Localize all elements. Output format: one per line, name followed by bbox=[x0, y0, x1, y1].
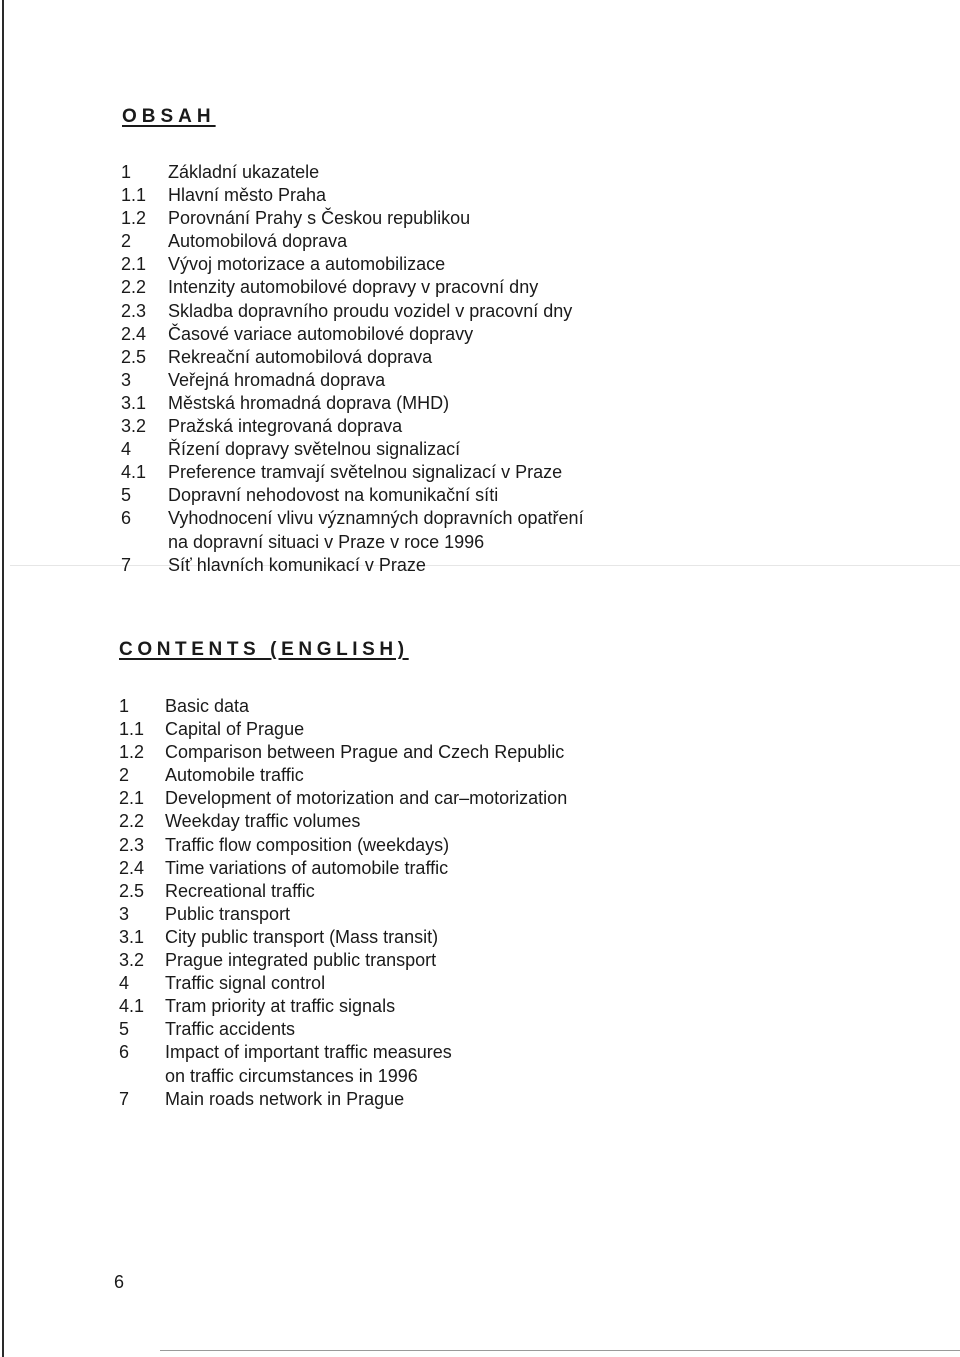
toc-entry-title-line: Dopravní nehodovost na komunikační síti bbox=[168, 485, 499, 506]
toc-entry-title bbox=[119, 695, 567, 718]
toc-entry-title-line: Traffic signal control bbox=[165, 973, 326, 994]
toc-entry-number: 1 bbox=[119, 696, 130, 716]
toc-entry-number: 2.2 bbox=[121, 277, 147, 298]
toc-entry bbox=[119, 903, 567, 926]
toc-entry-title bbox=[121, 369, 584, 392]
toc-entry-title bbox=[119, 857, 567, 880]
toc-entry bbox=[121, 230, 584, 253]
toc-entry-title-line: Automobile traffic bbox=[165, 765, 304, 786]
toc-entry-number: 2.5 bbox=[121, 346, 147, 367]
toc-entry-title-line: Časové variace automobilové dopravy bbox=[168, 323, 474, 344]
toc-entry-title-line: Tram priority at traffic signals bbox=[165, 996, 396, 1017]
toc-entry-number: 3.1 bbox=[119, 926, 145, 947]
toc-entry-number: 4.1 bbox=[121, 462, 147, 483]
toc-entry bbox=[119, 834, 567, 857]
toc-entry-number: 7 bbox=[119, 1088, 130, 1109]
bottom-rule bbox=[160, 1350, 960, 1351]
toc-entry-title bbox=[119, 741, 567, 764]
toc-entry bbox=[119, 695, 567, 718]
toc-entry-title bbox=[119, 764, 567, 787]
toc-entry bbox=[121, 461, 584, 484]
toc-entry-title bbox=[119, 787, 567, 810]
toc-entry-title-line: Městská hromadná doprava (MHD) bbox=[168, 392, 450, 413]
toc-entry-title-line: on traffic circumstances in 1996 bbox=[165, 1065, 418, 1086]
toc-entry-title bbox=[121, 392, 584, 415]
toc-entry-title bbox=[121, 184, 584, 207]
toc-entry-number: 2.1 bbox=[119, 788, 145, 809]
toc-entry bbox=[121, 346, 584, 369]
toc-entry bbox=[119, 1088, 567, 1111]
toc-entry-title bbox=[121, 507, 584, 553]
toc-entry-title bbox=[121, 554, 584, 577]
toc-entry bbox=[121, 415, 584, 438]
toc-entry bbox=[121, 300, 584, 323]
toc-entry-title-line: Development of motorization and car–motorization bbox=[165, 788, 568, 809]
toc-entry-title bbox=[119, 880, 567, 903]
toc-entry-title-line: Weekday traffic volumes bbox=[165, 811, 361, 832]
toc-entry bbox=[121, 554, 584, 577]
toc-entry-number: 6 bbox=[119, 1042, 130, 1063]
toc-entry bbox=[119, 787, 567, 810]
toc-entry-number: 2.3 bbox=[121, 300, 147, 321]
page-number: 6 bbox=[114, 1272, 125, 1292]
toc-entry-number: 4 bbox=[119, 973, 130, 994]
toc-entry-number: 3.2 bbox=[121, 416, 147, 437]
toc-entry bbox=[119, 1041, 567, 1087]
toc-entry-title bbox=[119, 1018, 567, 1041]
toc-entry-title bbox=[119, 1088, 567, 1111]
toc-entry-title bbox=[119, 949, 567, 972]
toc-entry-title bbox=[119, 926, 567, 949]
toc-entry bbox=[119, 972, 567, 995]
toc-entry-title-line: Recreational traffic bbox=[165, 880, 315, 901]
toc-entry-title-line: Basic data bbox=[165, 696, 250, 716]
toc-entry-number: 2.5 bbox=[119, 880, 145, 901]
toc-entry bbox=[119, 857, 567, 880]
toc-entry-title-line: Main roads network in Prague bbox=[165, 1088, 405, 1109]
toc-entry bbox=[121, 438, 584, 461]
contents-cz-list bbox=[121, 161, 584, 577]
toc-entry-title bbox=[121, 323, 584, 346]
contents-cz-heading: OBSAH bbox=[122, 106, 216, 127]
toc-entry bbox=[121, 369, 584, 392]
toc-entry-number: 2.3 bbox=[119, 834, 145, 855]
toc-entry-number: 1.1 bbox=[121, 185, 147, 206]
toc-entry-title bbox=[121, 253, 584, 276]
toc-entry-title bbox=[121, 230, 584, 253]
toc-entry-number: 3 bbox=[121, 369, 132, 390]
toc-entry-title bbox=[119, 972, 567, 995]
toc-entry bbox=[121, 392, 584, 415]
toc-entry-title bbox=[119, 810, 567, 833]
toc-entry-number: 2 bbox=[119, 765, 130, 786]
toc-entry-number: 5 bbox=[119, 1019, 130, 1040]
toc-entry-title-line: Porovnání Prahy s Českou republikou bbox=[168, 208, 471, 229]
toc-entry-number: 3 bbox=[119, 903, 130, 924]
toc-entry-title-line: Vyhodnocení vlivu významných dopravních opatření bbox=[168, 508, 584, 529]
toc-entry-title-line: Síť hlavních komunikací v Praze bbox=[168, 554, 426, 575]
toc-entry bbox=[121, 484, 584, 507]
toc-entry-number: 1.2 bbox=[119, 742, 145, 763]
toc-entry-title bbox=[121, 461, 584, 484]
toc-entry-number: 1 bbox=[121, 162, 132, 182]
toc-entry-title-line: Traffic accidents bbox=[165, 1019, 296, 1040]
toc-entry-number: 4 bbox=[121, 439, 132, 460]
toc-entry-title bbox=[121, 207, 584, 230]
toc-entry-title bbox=[119, 903, 567, 926]
toc-entry bbox=[119, 718, 567, 741]
toc-entry-title-line: Rekreační automobilová doprava bbox=[168, 346, 433, 367]
toc-entry-number: 1.2 bbox=[121, 208, 147, 229]
toc-entry-title-line: Veřejná hromadná doprava bbox=[168, 369, 386, 390]
toc-entry-title-line: Public transport bbox=[165, 903, 291, 924]
toc-entry-title bbox=[121, 161, 584, 184]
toc-entry-number: 2.4 bbox=[119, 857, 145, 878]
toc-entry-title-line: City public transport (Mass transit) bbox=[165, 926, 439, 947]
toc-entry-number: 2 bbox=[121, 231, 132, 252]
toc-entry-title-line: Time variations of automobile traffic bbox=[165, 857, 449, 878]
toc-entry-title-line: Intenzity automobilové dopravy v pracovní dny bbox=[168, 277, 539, 298]
toc-entry bbox=[119, 741, 567, 764]
toc-entry bbox=[121, 253, 584, 276]
toc-entry-number: 7 bbox=[121, 554, 132, 575]
toc-entry-number: 4.1 bbox=[119, 996, 145, 1017]
toc-entry-title bbox=[121, 276, 584, 299]
toc-entry-title bbox=[119, 1041, 567, 1087]
toc-entry-title-line: Traffic flow composition (weekdays) bbox=[165, 834, 450, 855]
toc-entry-number: 5 bbox=[121, 485, 132, 506]
toc-entry bbox=[121, 276, 584, 299]
toc-entry bbox=[121, 207, 584, 230]
contents-en-heading: CONTENTS (ENGLISH) bbox=[119, 639, 409, 660]
toc-entry-title-line: Pražská integrovaná doprava bbox=[168, 416, 403, 437]
toc-entry-title-line: Capital of Prague bbox=[165, 719, 305, 740]
toc-entry-number: 2.1 bbox=[121, 254, 147, 275]
toc-entry-title bbox=[121, 415, 584, 438]
toc-entry bbox=[121, 161, 584, 184]
toc-entry-title-line: Impact of important traffic measures bbox=[165, 1042, 452, 1063]
toc-entry-title-line: Comparison between Prague and Czech Republic bbox=[165, 742, 565, 763]
page-edge-line bbox=[2, 0, 4, 1357]
toc-entry-title bbox=[121, 300, 584, 323]
toc-entry bbox=[119, 926, 567, 949]
toc-entry-number: 6 bbox=[121, 508, 132, 529]
toc-entry bbox=[119, 810, 567, 833]
toc-entry-title-line: Základní ukazatele bbox=[168, 162, 320, 182]
toc-entry bbox=[119, 1018, 567, 1041]
toc-entry bbox=[121, 323, 584, 346]
toc-entry-title bbox=[119, 995, 567, 1018]
toc-entry-title bbox=[121, 484, 584, 507]
toc-entry-title-line: Skladba dopravního proudu vozidel v pracovní dny bbox=[168, 300, 573, 321]
toc-entry-title-line: Řízení dopravy světelnou signalizací bbox=[168, 439, 461, 460]
toc-entry bbox=[119, 995, 567, 1018]
toc-entry-title bbox=[119, 834, 567, 857]
toc-entry-title-line: Prague integrated public transport bbox=[165, 950, 437, 971]
toc-entry bbox=[121, 507, 584, 553]
toc-entry bbox=[121, 184, 584, 207]
toc-entry-number: 3.1 bbox=[121, 392, 147, 413]
toc-entry-title-line: na dopravní situaci v Praze v roce 1996 bbox=[168, 531, 485, 552]
toc-entry-number: 2.2 bbox=[119, 811, 145, 832]
toc-entry bbox=[119, 949, 567, 972]
toc-entry-title-line: Vývoj motorizace a automobilizace bbox=[168, 254, 446, 275]
toc-entry bbox=[119, 880, 567, 903]
toc-entry bbox=[119, 764, 567, 787]
contents-en-list bbox=[119, 695, 567, 1111]
toc-entry-title bbox=[121, 346, 584, 369]
toc-entry-number: 3.2 bbox=[119, 950, 145, 971]
toc-entry-number: 2.4 bbox=[121, 323, 147, 344]
toc-entry-title bbox=[119, 718, 567, 741]
toc-entry-title-line: Hlavní město Praha bbox=[168, 185, 327, 206]
toc-entry-title-line: Preference tramvají světelnou signalizací v Praze bbox=[168, 462, 563, 483]
toc-entry-title bbox=[121, 438, 584, 461]
toc-entry-number: 1.1 bbox=[119, 719, 145, 740]
toc-entry-title-line: Automobilová doprava bbox=[168, 231, 348, 252]
